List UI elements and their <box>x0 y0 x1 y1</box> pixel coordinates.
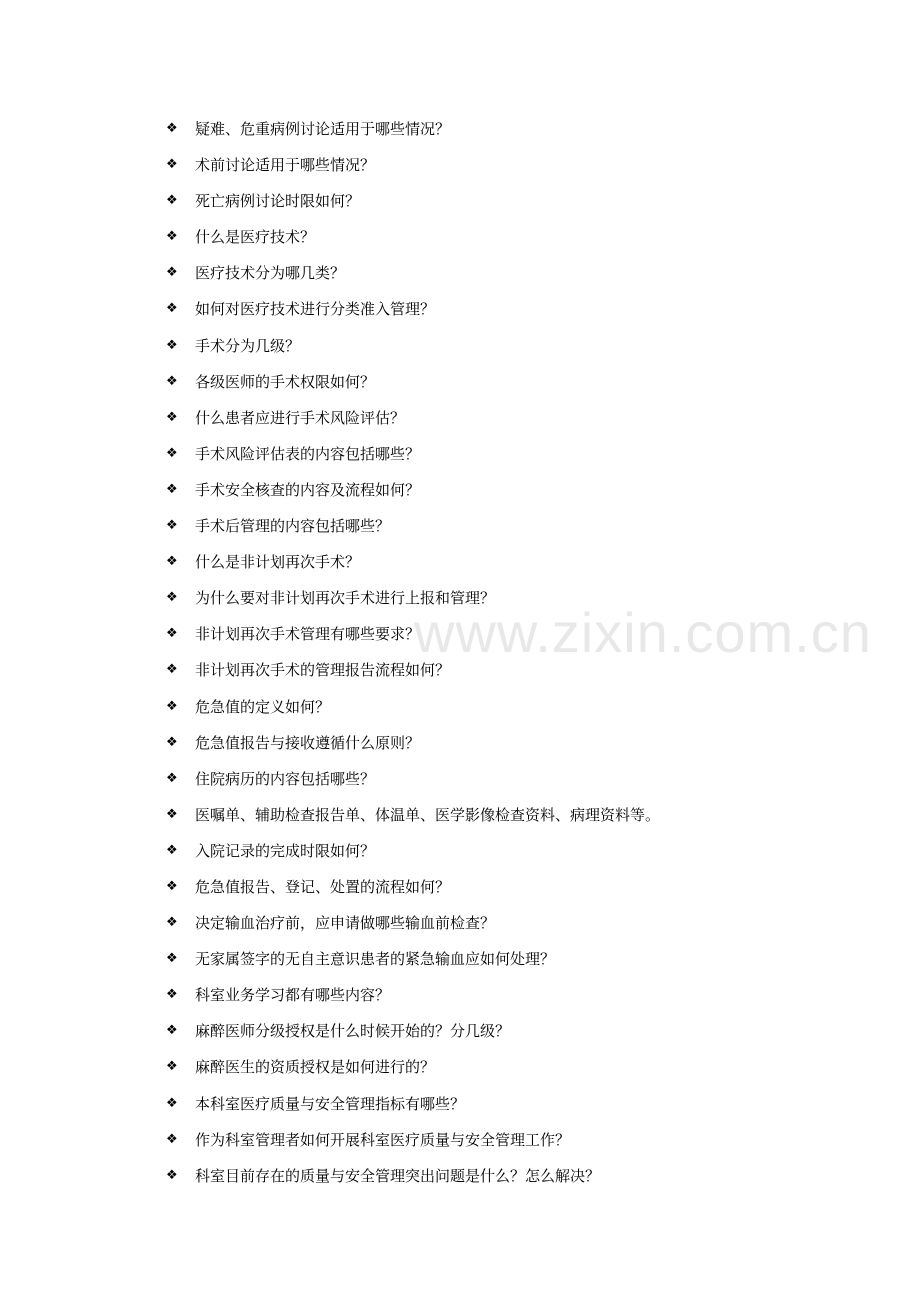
question-text: 疑难、危重病例讨论适用于哪些情况？ <box>195 120 451 138</box>
diamond-bullet-icon: ❖ <box>166 1167 178 1183</box>
list-item <box>166 839 660 875</box>
question-text: 医嘱单、辅助检查报告单、体温单、医学影像检查资料、病理资料等。 <box>195 805 661 824</box>
diamond-bullet-icon: ❖ <box>166 481 178 497</box>
diamond-bullet-icon: ❖ <box>166 1023 178 1039</box>
diamond-bullet-icon: ❖ <box>166 987 178 1003</box>
list-item <box>166 947 660 983</box>
diamond-bullet-icon: ❖ <box>166 770 178 786</box>
diamond-bullet-icon: ❖ <box>166 734 178 750</box>
question-text: 什么是医疗技术？ <box>195 228 316 247</box>
question-text: 本科室医疗质量与安全管理指标有哪些？ <box>195 1094 466 1113</box>
diamond-bullet-icon: ❖ <box>166 626 178 642</box>
question-text: 如何对医疗技术进行分类准入管理？ <box>195 300 436 319</box>
list-item <box>166 1019 660 1055</box>
list-item <box>166 117 660 153</box>
question-text: 危急值报告与接收遵循什么原则？ <box>195 733 421 752</box>
list-item <box>166 586 660 622</box>
diamond-bullet-icon: ❖ <box>166 1059 178 1075</box>
question-text: 手术分为几级？ <box>195 336 301 355</box>
diamond-bullet-icon: ❖ <box>166 806 178 822</box>
question-text: 为什么要对非计划再次手术进行上报和管理？ <box>195 589 496 608</box>
list-item <box>166 875 660 911</box>
diamond-bullet-icon: ❖ <box>166 337 178 353</box>
list-item <box>166 550 660 586</box>
question-text: 危急值的定义如何？ <box>195 697 331 716</box>
question-text: 无家属签字的无自主意识患者的紧急输血应如何处理？ <box>195 950 556 969</box>
diamond-bullet-icon: ❖ <box>166 265 178 281</box>
question-text: 非计划再次手术的管理报告流程如何？ <box>195 661 451 680</box>
diamond-bullet-icon: ❖ <box>166 1095 178 1111</box>
list-item <box>166 1164 660 1200</box>
list-item <box>166 442 660 478</box>
list-item <box>166 731 660 767</box>
diamond-bullet-icon: ❖ <box>166 229 178 245</box>
diamond-bullet-icon: ❖ <box>166 842 178 858</box>
diamond-bullet-icon: ❖ <box>166 554 178 570</box>
question-text: 死亡病例讨论时限如何？ <box>195 192 361 211</box>
diamond-bullet-icon: ❖ <box>166 445 178 461</box>
question-text: 术前讨论适用于哪些情况？ <box>195 156 376 175</box>
diamond-bullet-icon: ❖ <box>166 373 178 389</box>
question-text: 入院记录的完成时限如何？ <box>195 841 376 860</box>
question-text: 手术后管理的内容包括哪些？ <box>195 517 391 536</box>
question-text: 住院病历的内容包括哪些？ <box>195 769 376 788</box>
diamond-bullet-icon: ❖ <box>166 590 178 606</box>
list-item <box>166 406 660 442</box>
diamond-bullet-icon: ❖ <box>166 301 178 317</box>
diamond-bullet-icon: ❖ <box>166 662 178 678</box>
question-text: 什么是非计划再次手术？ <box>195 553 361 572</box>
diamond-bullet-icon: ❖ <box>166 193 178 209</box>
list-item <box>166 261 660 297</box>
question-text: 科室目前存在的质量与安全管理突出问题是什么？怎么解决？ <box>195 1166 601 1185</box>
list-item <box>166 297 660 333</box>
question-text: 麻醉医生的资质授权是如何进行的？ <box>195 1058 436 1077</box>
question-text: 科室业务学习都有哪些内容？ <box>195 986 391 1005</box>
watermark: www.zixin.com.cn <box>414 601 872 664</box>
question-text: 危急值报告、登记、处置的流程如何？ <box>195 877 451 896</box>
list-item <box>166 225 660 261</box>
question-text: 非计划再次手术管理有哪些要求？ <box>195 625 421 644</box>
list-item <box>166 911 660 947</box>
list-item <box>166 983 660 1019</box>
list-item <box>166 767 660 803</box>
diamond-bullet-icon: ❖ <box>166 518 178 534</box>
list-item <box>166 370 660 406</box>
diamond-bullet-icon: ❖ <box>166 915 178 931</box>
question-text: 什么患者应进行手术风险评估？ <box>195 408 406 427</box>
list-item <box>166 334 660 370</box>
diamond-bullet-icon: ❖ <box>166 409 178 425</box>
diamond-bullet-icon: ❖ <box>166 878 178 894</box>
question-text: 医疗技术分为哪几类？ <box>195 264 346 283</box>
list-item <box>166 803 660 839</box>
diamond-bullet-icon: ❖ <box>166 1131 178 1147</box>
list-item <box>166 1055 660 1091</box>
list-item <box>166 189 660 225</box>
question-text: 决定输血治疗前，应申请做哪些输血前检查？ <box>195 914 496 933</box>
diamond-bullet-icon: ❖ <box>166 121 178 136</box>
list-item <box>166 1128 660 1164</box>
question-list <box>166 117 660 1200</box>
question-text: 麻醉医师分级授权是什么时候开始的？分几级？ <box>195 1022 511 1041</box>
list-item <box>166 478 660 514</box>
diamond-bullet-icon: ❖ <box>166 698 178 714</box>
question-text: 手术风险评估表的内容包括哪些？ <box>195 444 421 463</box>
list-item <box>166 622 660 658</box>
diamond-bullet-icon: ❖ <box>166 951 178 967</box>
list-item <box>166 695 660 731</box>
question-text: 手术安全核查的内容及流程如何？ <box>195 480 421 499</box>
diamond-bullet-icon: ❖ <box>166 157 178 173</box>
list-item <box>166 153 660 189</box>
list-item <box>166 1092 660 1128</box>
question-text: 作为科室管理者如何开展科室医疗质量与安全管理工作？ <box>195 1130 571 1149</box>
list-item <box>166 514 660 550</box>
question-text: 各级医师的手术权限如何？ <box>195 372 376 391</box>
list-item <box>166 658 660 694</box>
